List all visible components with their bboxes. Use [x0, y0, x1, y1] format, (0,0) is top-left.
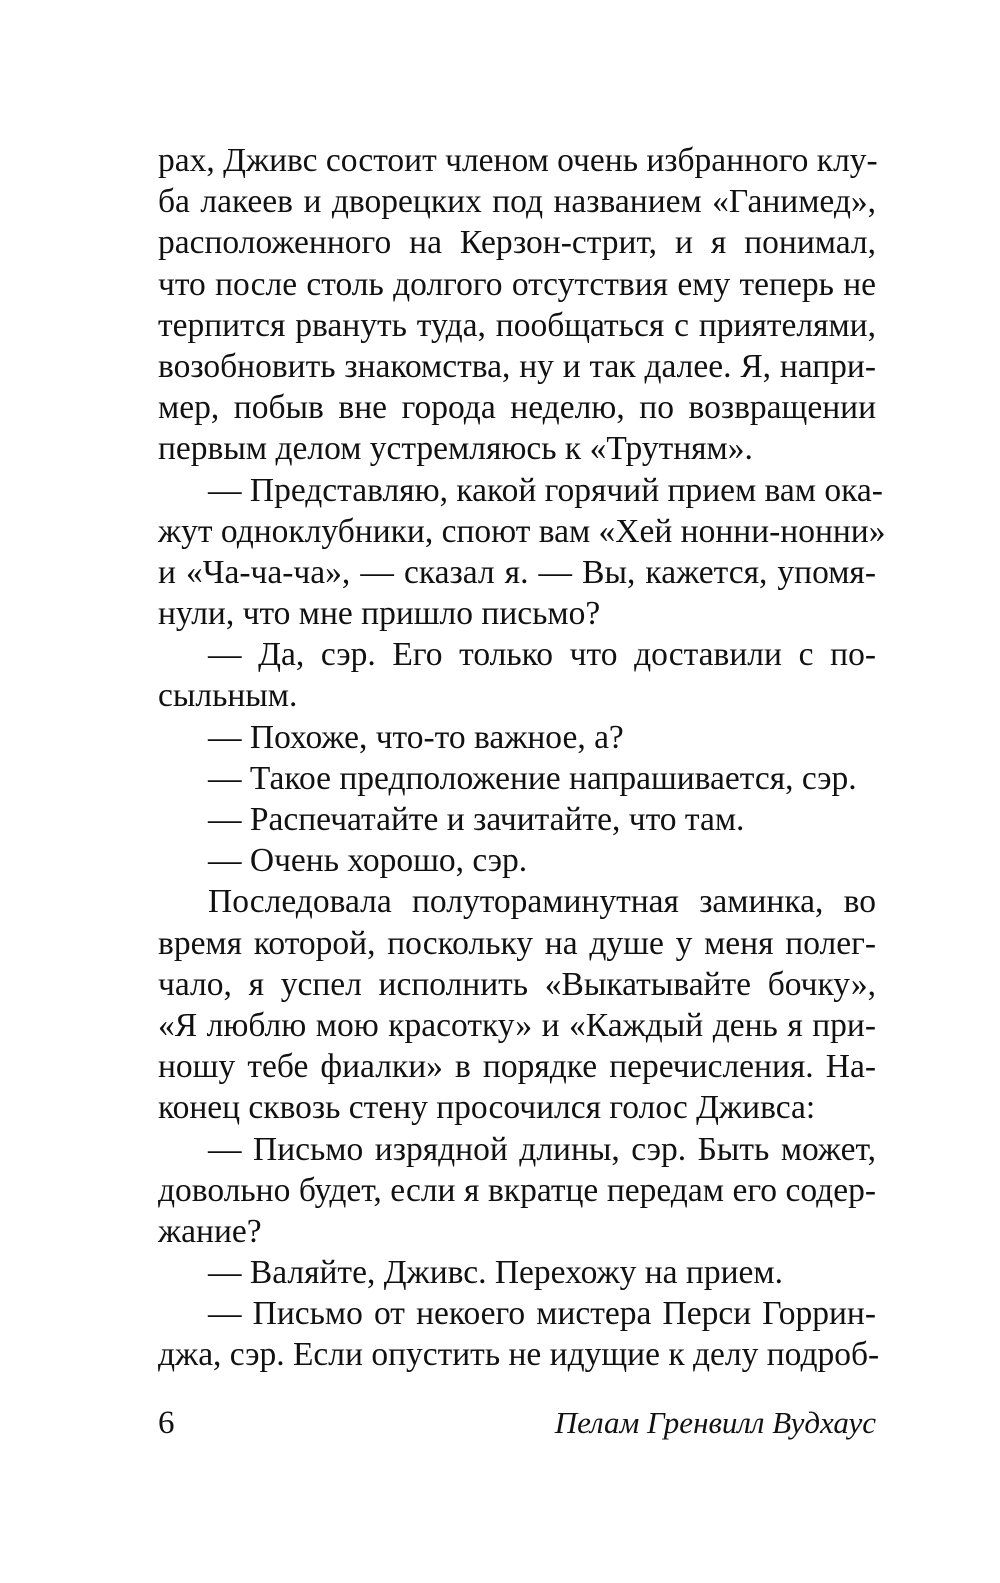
- text-line: — Письмо изрядной длины, сэр. Быть может,: [208, 1130, 876, 1168]
- text-line: — Представляю, какой горячий прием вам ока-: [208, 471, 883, 509]
- text-line: расположенного на Керзон-стрит, и я понимал,: [158, 224, 876, 262]
- text-line: Последовала полутораминутная заминка, во: [208, 883, 876, 921]
- text-line: жание?: [158, 1212, 262, 1250]
- text-line: конец сквозь стену просочился голос Дживса:: [158, 1089, 816, 1127]
- text-line: — Похоже, что-то важное, а?: [208, 718, 624, 756]
- text-line: — Такое предположение напрашивается, сэр.: [208, 759, 857, 797]
- text-line: — Да, сэр. Его только что доставили с по-: [208, 636, 876, 674]
- text-line: чало, я успел исполнить «Выкатывайте бочку»,: [158, 965, 876, 1003]
- text-line: довольно будет, если я вкратце передам его содер-: [158, 1171, 876, 1209]
- text-line: — Валяйте, Дживс. Перехожу на прием.: [208, 1254, 783, 1292]
- text-line: что после столь долгого отсутствия ему теперь не: [158, 265, 876, 303]
- page-footer: [158, 1403, 876, 1443]
- text-line: джа, сэр. Если опустить не идущие к делу подроб-: [158, 1336, 880, 1374]
- text-line: мер, побыв вне города неделю, по возвращении: [158, 389, 876, 427]
- text-line: и «Ча-ча-ча», — сказал я. — Вы, кажется, упомя-: [158, 553, 876, 591]
- text-line: жут одноклубники, споют вам «Хей нонни-нонни»: [158, 512, 886, 550]
- text-line: рах, Дживс состоит членом очень избранного клу-: [158, 142, 878, 179]
- text-line: ба лакеев и дворецких под названием «Ганимед»,: [158, 183, 876, 221]
- text-line: первым делом устремляюсь к «Трутням».: [158, 430, 753, 468]
- text-line: — Письмо от некоего мистера Перси Горрин-: [208, 1295, 876, 1333]
- text-line: — Распечатайте и зачитайте, что там.: [208, 801, 745, 838]
- body-text: [158, 140, 886, 1376]
- text-line: возобновить знакомства, ну и так далее. Я, напри-: [158, 347, 876, 385]
- text-line: «Я люблю мою красотку» и «Каждый день я при-: [158, 1006, 876, 1044]
- text-line: терпится рвануть туда, пообщаться с приятелями,: [158, 306, 876, 344]
- page-number: 6: [158, 1405, 175, 1441]
- text-line: ношу тебе фиалки» в порядке перечисления. На-: [158, 1048, 876, 1086]
- text-line: — Очень хорошо, сэр.: [208, 842, 528, 880]
- running-footer-author: Пелам Гренвилл Вудхаус: [554, 1405, 876, 1440]
- text-line: время которой, поскольку на душе у меня полег-: [158, 924, 876, 962]
- text-line: сыльным.: [158, 677, 298, 715]
- text-line: нули, что мне пришло письмо?: [158, 595, 601, 633]
